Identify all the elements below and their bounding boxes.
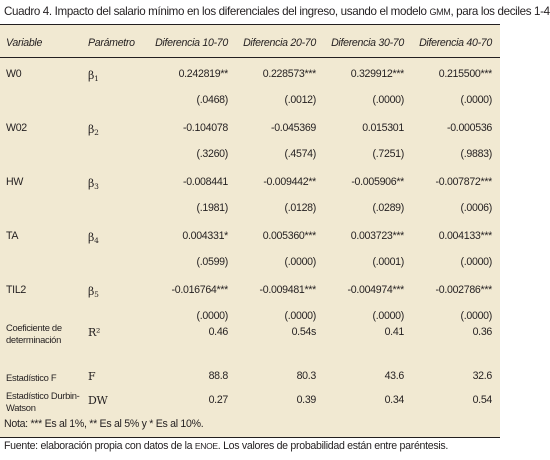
pvalue-cell: (.0006) — [460, 202, 492, 214]
parameter-symbol: β — [88, 231, 95, 244]
pvalue-cell: (.0001) — [372, 256, 404, 268]
parameter-subscript: 5 — [94, 290, 99, 299]
header-variable: Variable — [6, 37, 43, 49]
pvalue-cell: (.0468) — [196, 94, 228, 106]
row-parameter — [88, 177, 99, 191]
stat-label: Estadístico Durbin-Watson — [6, 390, 80, 413]
row-variable: W0 — [6, 68, 22, 80]
pvalue-cell: (.0000) — [372, 94, 404, 106]
stat-label: Coeficiente de determinación — [6, 322, 62, 345]
coefficient-cell: 0.228573*** — [262, 68, 316, 80]
table-title — [4, 5, 550, 18]
footnote-fuente — [4, 440, 448, 452]
coefficient-cell: -0.008441 — [182, 176, 228, 188]
parameter-subscript: 3 — [94, 182, 99, 191]
fuente-after: . Los valores de probabilidad están entre paréntesis. — [217, 440, 449, 452]
header-col-2: Diferencia 20-70 — [243, 37, 316, 49]
pvalue-cell: (.7251) — [372, 148, 404, 160]
stat-value-cell: 32.6 — [472, 370, 492, 382]
coefficient-cell: -0.104078 — [182, 122, 228, 134]
stat-value-cell: 88.8 — [208, 370, 228, 382]
row-variable: W02 — [6, 122, 27, 134]
pvalue-cell: (.1981) — [196, 202, 228, 214]
stat-value-cell: 0.27 — [208, 394, 228, 406]
stat-value-cell: 80.3 — [296, 370, 316, 382]
stat-parameter: R² — [88, 326, 101, 339]
fuente-before: Fuente: elaboración propia con datos de la — [4, 440, 195, 452]
stat-parameter: DW — [88, 394, 108, 407]
coefficient-cell: -0.009481*** — [259, 284, 316, 296]
bottom-rule — [0, 437, 500, 438]
parameter-symbol: β — [88, 69, 95, 82]
top-rule — [0, 24, 500, 25]
coefficient-cell: 0.329912*** — [350, 68, 404, 80]
pvalue-cell: (.0000) — [196, 310, 228, 322]
parameter-symbol: β — [88, 177, 95, 190]
coefficient-cell: 0.003723*** — [350, 230, 404, 242]
pvalue-cell: (.0128) — [284, 202, 316, 214]
parameter-subscript: 1 — [94, 74, 99, 83]
coefficient-cell: 0.005360*** — [262, 230, 316, 242]
pvalue-cell: (.9883) — [460, 148, 492, 160]
stat-value-cell: 43.6 — [384, 370, 404, 382]
coefficient-cell: 0.004133*** — [438, 230, 492, 242]
pvalue-cell: (.0000) — [372, 310, 404, 322]
stat-value-cell: 0.34 — [384, 394, 404, 406]
row-parameter — [88, 231, 99, 245]
parameter-subscript: 4 — [94, 236, 99, 245]
row-parameter — [88, 285, 99, 299]
pvalue-cell: (.0599) — [196, 256, 228, 268]
stat-value-cell: 0.41 — [384, 326, 404, 338]
coefficient-cell: -0.002786*** — [435, 284, 492, 296]
stat-value-cell: 0.46 — [208, 326, 228, 338]
pvalue-cell: (.0000) — [460, 310, 492, 322]
coefficient-cell: -0.007872*** — [435, 176, 492, 188]
row-parameter — [88, 123, 99, 137]
coefficient-cell: -0.009442** — [263, 176, 316, 188]
header-rule — [0, 57, 500, 58]
pvalue-cell: (.0000) — [284, 310, 316, 322]
fuente-abbr: ENOE — [194, 441, 218, 451]
stat-value-cell: 0.54 — [472, 394, 492, 406]
stat-value-cell: 0.54s — [291, 326, 316, 338]
footnote-nota: Nota: *** Es al 1%, ** Es al 5% y * Es al 10%. — [4, 418, 204, 430]
row-parameter — [88, 69, 99, 83]
pvalue-cell: (.0000) — [284, 256, 316, 268]
row-variable: TIL2 — [6, 284, 26, 296]
pvalue-cell: (.3260) — [196, 148, 228, 160]
title-text-before: Cuadro 4. Impacto del salario mínimo en los diferenciales del ingreso, usando el modelo — [4, 5, 430, 18]
coefficient-cell: 0.215500*** — [438, 68, 492, 80]
pvalue-cell: (.0000) — [460, 256, 492, 268]
stat-parameter: F — [88, 370, 96, 383]
header-col-3: Diferencia 30-70 — [331, 37, 404, 49]
regression-table — [0, 24, 500, 438]
title-text-after: , para los deciles 1-4 — [450, 5, 550, 18]
header-col-1: Diferencia 10-70 — [155, 37, 228, 49]
row-variable: TA — [6, 230, 19, 242]
coefficient-cell: -0.004974*** — [347, 284, 404, 296]
coefficient-cell: -0.005906** — [351, 176, 404, 188]
stat-value-cell: 0.39 — [296, 394, 316, 406]
header-parametro: Parámetro — [88, 37, 135, 49]
parameter-symbol: β — [88, 285, 95, 298]
stat-value-cell: 0.36 — [472, 326, 492, 338]
stat-label: Estadístico F — [6, 372, 57, 383]
header-col-4: Diferencia 40-70 — [419, 37, 492, 49]
parameter-symbol: β — [88, 123, 95, 136]
pvalue-cell: (.0012) — [284, 94, 316, 106]
coefficient-cell: 0.015301 — [362, 122, 404, 134]
pvalue-cell: (.0000) — [460, 94, 492, 106]
coefficient-cell: 0.242819** — [178, 68, 228, 80]
pvalue-cell: (.0289) — [372, 202, 404, 214]
title-abbr: GMM — [429, 7, 451, 17]
coefficient-cell: 0.004331* — [182, 230, 228, 242]
coefficient-cell: -0.016764*** — [171, 284, 228, 296]
pvalue-cell: (.4574) — [284, 148, 316, 160]
coefficient-cell: -0.000536 — [446, 122, 492, 134]
parameter-subscript: 2 — [94, 128, 99, 137]
row-variable: HW — [6, 176, 24, 188]
coefficient-cell: -0.045369 — [270, 122, 316, 134]
